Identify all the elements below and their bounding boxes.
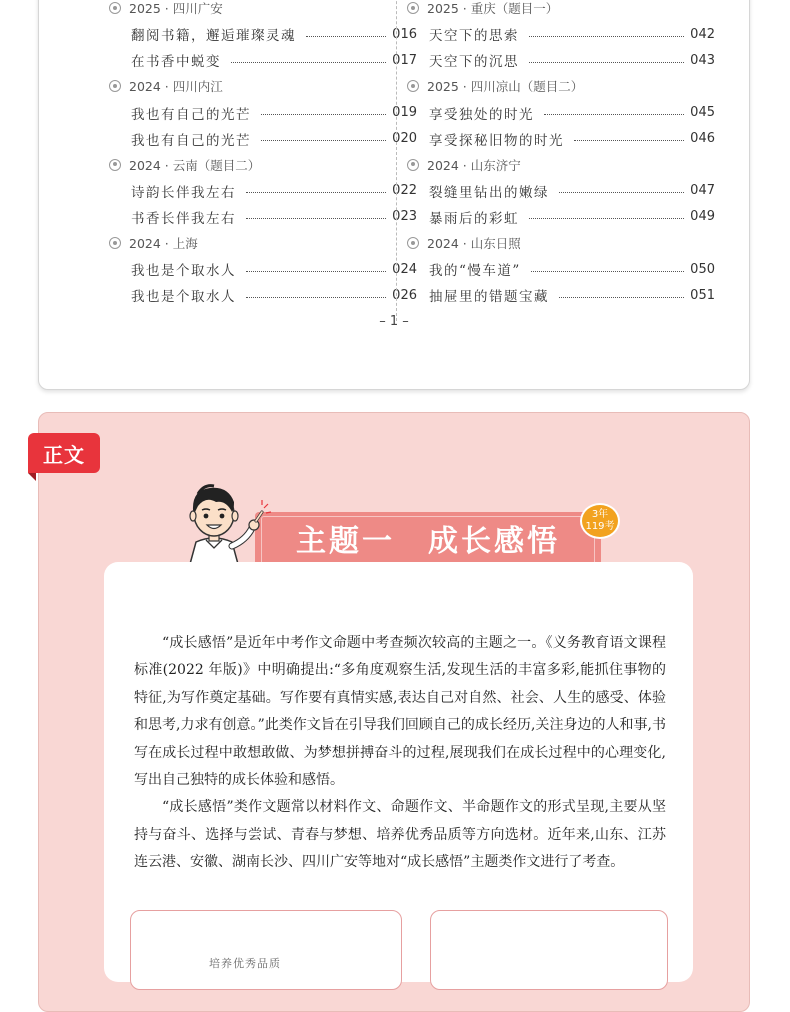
toc-entry-page: 047 [690,183,715,199]
toc-leader-dots [559,297,684,298]
toc-group-label: 2024 · 上海 [129,236,198,251]
bullet-circle-icon [109,2,121,14]
toc-leader-dots [529,218,684,219]
toc-entry [111,126,417,152]
toc-leader-dots [246,271,386,272]
toc-entry-page: 050 [690,261,715,277]
sub-topic-box-b [430,910,668,990]
toc-entry-page: 051 [690,287,715,303]
toc-entry [111,256,417,282]
theme-banner [255,512,601,564]
toc-entry-page: 022 [392,183,417,199]
toc-leader-dots [246,218,386,219]
sub-topic-box-a [130,910,402,990]
toc-entry [409,256,715,282]
bullet-circle-icon [109,237,121,249]
toc-leader-dots [529,62,684,63]
toc-entry-page: 043 [690,52,715,68]
toc-group-header [409,73,715,99]
toc-group-header [409,230,715,256]
toc-entry-page: 024 [392,261,417,277]
toc-entry-title: 享受独处的时光 [429,106,534,123]
theme-title: 主题一 成长感悟 [296,524,560,559]
toc-group-header [409,0,715,21]
toc-group-header [111,230,417,256]
toc-entry-title: 天空下的沉思 [429,54,519,71]
toc-leader-dots [246,192,386,193]
toc-leader-dots [231,62,386,63]
bullet-circle-icon [407,2,419,14]
toc-entry [409,47,715,73]
toc-entry-page: 020 [392,131,417,147]
toc-entry [111,178,417,204]
toc-entry-title: 天空下的思索 [429,28,519,45]
toc-entry [111,204,417,230]
toc-entry [409,178,715,204]
toc-entry [111,100,417,126]
section-tag: 正文 [28,433,100,473]
intro-text [134,630,666,877]
toc-entry-title: 我也有自己的光芒 [131,132,251,149]
toc-entry-page: 017 [392,52,417,68]
toc-entry-title: 裂缝里钻出的嫩绿 [429,184,549,201]
toc-entry-page: 023 [392,209,417,225]
toc-card [38,0,750,390]
toc-entry [409,21,715,47]
toc-leader-dots [261,140,386,141]
toc-entry-page: 026 [392,287,417,303]
toc-leader-dots [306,36,386,37]
bullet-circle-icon [109,159,121,171]
toc-entry-title: 翻阅书籍，邂逅璀璨灵魂 [131,28,296,45]
toc-leader-dots [246,297,386,298]
toc-leader-dots [559,192,684,193]
toc-entry-title: 我也有自己的光芒 [131,106,251,123]
toc-leader-dots [544,114,684,115]
toc-entry [409,100,715,126]
bullet-circle-icon [407,237,419,249]
toc-entry-title: 诗韵长伴我左右 [131,184,236,201]
badge-years: 3年 [591,509,609,520]
toc-leader-dots [529,36,684,37]
toc-entry-page: 042 [690,26,715,42]
sub-topic-box-a-text: 培养优秀品质 [209,957,281,970]
intro-paragraph-2: “成长感悟”类作文题常以材料作文、命题作文、半命题作文的形式呈现,主要从坚持与奋斗、选择与尝试、青春与梦想、培养优秀品质等方向选材。近年来,山东、江苏连云港、安徽、湖南长沙、四川广安等地对“成长感悟”主题类作文进行了考查。 [134,799,666,871]
toc-group-label: 2024 · 云南（题目二） [129,157,261,173]
toc-group-header [111,73,417,99]
bullet-circle-icon [407,159,419,171]
toc-entry-title: 我也是个取水人 [131,289,236,306]
toc-group-label: 2025 · 四川广安 [129,1,223,17]
toc-entry-title: 我的“慢车道” [429,263,521,280]
toc-group-label: 2025 · 重庆（题目一） [427,1,559,17]
toc-entry [111,21,417,47]
toc-group-label: 2024 · 山东济宁 [427,157,521,173]
toc-entry [409,282,715,308]
toc-entry-page: 046 [690,131,715,147]
toc-entry-title: 在书香中蜕变 [131,54,221,71]
toc-entry-title: 暴雨后的彩虹 [429,210,519,227]
toc-group-label: 2025 · 四川凉山（题目二） [427,79,584,95]
toc-entry-title: 我也是个取水人 [131,263,236,280]
exam-count-badge [580,503,620,539]
bullet-circle-icon [109,80,121,92]
toc-group-header [111,152,417,178]
toc-entry [111,282,417,308]
toc-group-header [409,152,715,178]
toc-entry-title: 抽屉里的错题宝藏 [429,289,549,306]
toc-entry-title: 书香长伴我左右 [131,210,236,227]
bullet-circle-icon [407,80,419,92]
toc-entry-page: 049 [690,209,715,225]
toc-entry-title: 享受探秘旧物的时光 [429,132,564,149]
toc-entry-page: 019 [392,105,417,120]
toc-group-label: 2024 · 山东日照 [427,236,521,251]
toc-entry [409,126,715,152]
page-number: – 1 – [379,314,409,329]
mascot-boy-illustration [176,480,272,564]
toc-entry [111,47,417,73]
intro-paragraph-1: “成长感悟”是近年中考作文命题中考查频次较高的主题之一。《义务教育语文课程标准(2022 年版)》中明确提出:“多角度观察生活,发现生活的丰富多彩,能抓住事物的特征,为写作奠定基础。写作要有真情实感,表达自己对自然、社会、人生的感受、体验和思考,力求有创意。”此类作文旨在引导我们回顾自己的成长经历,关注身边的人和事,书写在成长过程中敢想敢做、为梦想拼搏奋斗的过程,展现我们在成长过程中的心理变化,写出自己独特的成长体验和感悟。 [134,635,666,789]
toc-leader-dots [574,140,684,141]
toc-entry-page: 045 [690,105,715,120]
toc-divider [396,0,397,321]
toc-entry [409,204,715,230]
toc-group-header [111,0,417,21]
toc-leader-dots [531,271,684,272]
toc-leader-dots [261,114,386,115]
toc-entry-page: 016 [392,26,417,42]
section-tag-fold [28,473,36,481]
badge-count: 119考 [585,521,615,532]
toc-group-label: 2024 · 四川内江 [129,79,223,95]
